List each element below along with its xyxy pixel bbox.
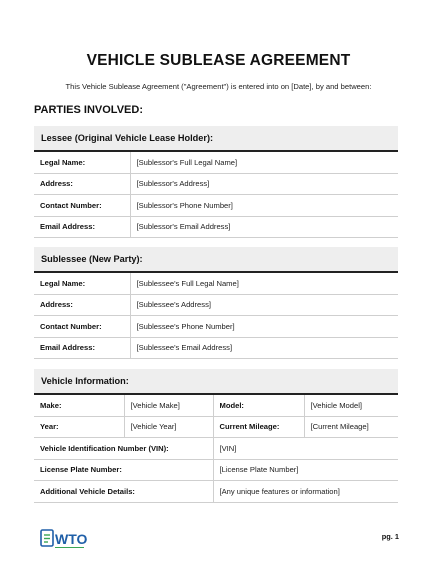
table-row — [34, 416, 398, 438]
vehicle-section — [34, 369, 398, 503]
page-number: pg. 1 — [381, 532, 399, 541]
table-row — [34, 481, 398, 503]
row-label: Email Address: — [34, 337, 130, 359]
row-value: [Sublessee's Email Address] — [130, 337, 398, 359]
table-row — [34, 438, 398, 460]
lessee-heading: Lessee (Original Vehicle Lease Holder): — [34, 126, 398, 152]
table-row — [34, 395, 398, 416]
table-row — [34, 337, 398, 359]
details-value: [Any unique features or information] — [213, 481, 398, 503]
table-row — [34, 152, 398, 173]
details-label: Additional Vehicle Details: — [34, 481, 213, 503]
row-value: [Sublessee's Full Legal Name] — [130, 273, 398, 294]
row-value: [Sublessor's Full Legal Name] — [130, 152, 398, 173]
vehicle-table — [34, 395, 398, 503]
mileage-label: Current Mileage: — [213, 416, 304, 438]
year-label: Year: — [34, 416, 124, 438]
row-value: [Sublessee's Address] — [130, 294, 398, 316]
lessee-table — [34, 152, 398, 238]
row-label: Address: — [34, 294, 130, 316]
vin-value: [VIN] — [213, 438, 398, 460]
row-label: Contact Number: — [34, 316, 130, 338]
model-label: Model: — [213, 395, 304, 416]
document-icon — [40, 528, 110, 550]
sublessee-table — [34, 273, 398, 359]
plate-label: License Plate Number: — [34, 459, 213, 481]
row-value: [Sublessor's Email Address] — [130, 216, 398, 238]
vehicle-heading: Vehicle Information: — [34, 369, 398, 395]
table-row — [34, 173, 398, 195]
year-value: [Vehicle Year] — [124, 416, 213, 438]
plate-value: [License Plate Number] — [213, 459, 398, 481]
row-value: [Sublessor's Phone Number] — [130, 195, 398, 217]
row-label: Address: — [34, 173, 130, 195]
row-label: Email Address: — [34, 216, 130, 238]
row-label: Legal Name: — [34, 273, 130, 294]
row-label: Legal Name: — [34, 152, 130, 173]
lessee-section — [34, 126, 398, 238]
make-label: Make: — [34, 395, 124, 416]
vin-label: Vehicle Identification Number (VIN): — [34, 438, 213, 460]
sublessee-heading: Sublessee (New Party): — [34, 247, 398, 273]
table-row — [34, 459, 398, 481]
table-row — [34, 316, 398, 338]
sublessee-section — [34, 247, 398, 359]
make-value: [Vehicle Make] — [124, 395, 213, 416]
mileage-value: [Current Mileage] — [304, 416, 398, 438]
wto-logo — [40, 528, 110, 550]
document-title: VEHICLE SUBLEASE AGREEMENT — [86, 52, 351, 69]
table-row — [34, 273, 398, 294]
row-label: Contact Number: — [34, 195, 130, 217]
parties-heading: PARTIES INVOLVED: — [34, 104, 143, 116]
logo-text: WTO — [55, 531, 88, 547]
row-value: [Sublessor's Address] — [130, 173, 398, 195]
intro-paragraph: This Vehicle Sublease Agreement ("Agreement") is entered into on [Date], by and between: — [65, 82, 372, 91]
table-row — [34, 216, 398, 238]
table-row — [34, 195, 398, 217]
table-row — [34, 294, 398, 316]
row-value: [Sublessee's Phone Number] — [130, 316, 398, 338]
model-value: [Vehicle Model] — [304, 395, 398, 416]
